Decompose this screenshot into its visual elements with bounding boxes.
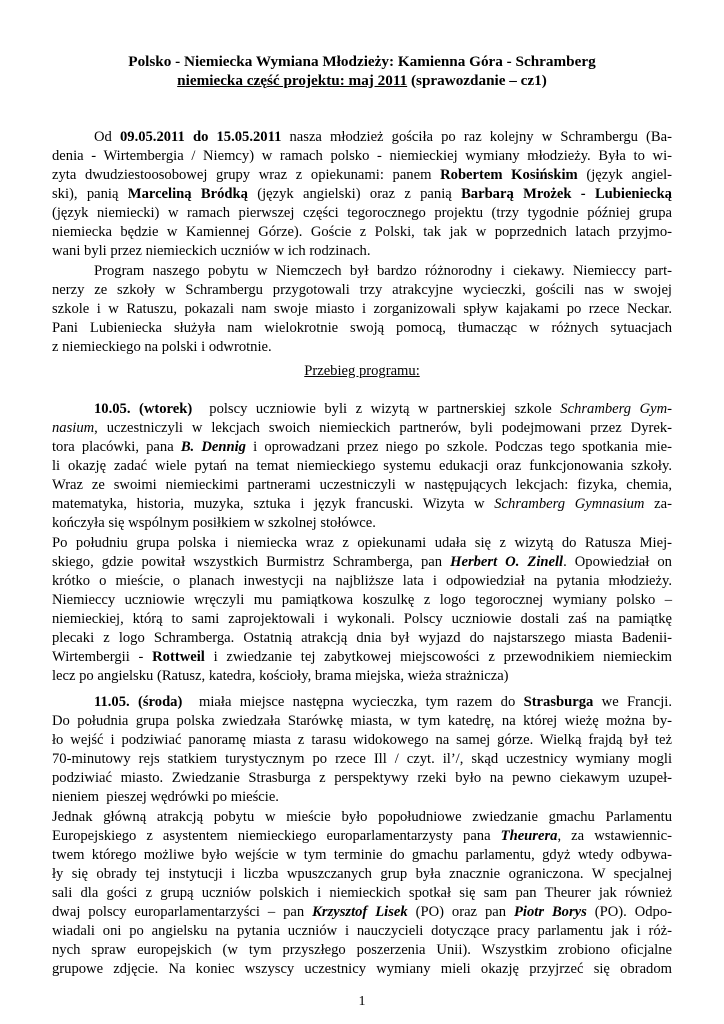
text-run: lecz po angielsku (Ratusz, katedra, kościoły, brama miejska, wieża strażnicza) [52, 668, 509, 684]
text-run: Strasburga [523, 694, 594, 710]
text-run: miała miejsce następna wycieczka, tym razem do [182, 694, 524, 710]
text-run: wani byli przez niemieckich uczniów w ich rodzinach. [52, 243, 371, 259]
text-run: Herbert O. Zinell [450, 554, 564, 570]
text-run: polscy uczniowie byli z wizytą w partnerskiej szkole [192, 401, 561, 417]
text-run: 09.05.2011 do 15.05.2011 [119, 129, 282, 145]
text-run: dwaj polscy europarlamentarzyści – pan [52, 904, 313, 920]
text-line [52, 731, 672, 750]
text-line [52, 629, 672, 648]
text-line [52, 281, 672, 300]
text-line [52, 476, 672, 495]
text-run: Krzysztof Lisek [312, 904, 408, 920]
text-run: Niemieccy uczniowie wręczyli mu pamiątkowa koszulkę z logo tegorocznej wymiany polsko – [52, 592, 672, 608]
text-line [52, 827, 672, 846]
text-run: Do południa grupa polska zwiedzała Starówkę miasta, w tym katedrę, na której wieżę można by- [52, 713, 672, 729]
section-heading: Przebieg programu: [304, 363, 420, 379]
text-run: B. Dennig [180, 439, 246, 455]
text-line [52, 884, 672, 903]
text-run: li okazję zadać wiele pytań na temat niemieckiego systemu edukacji oraz funkcjonowania szkoły. [52, 458, 672, 474]
text-run: 11.05. (środa) [94, 694, 183, 710]
text-run: Pani Lubieniecka służyła nam wielokrotnie swoją pomocą, tłumacząc w różnych sytuacjach [52, 320, 672, 336]
text-run: Rottweil [152, 649, 205, 665]
text-run: sali dla gości z grupą uczniów polskich i niemieckich spotkał się sam pan Theurer jak również [52, 885, 672, 901]
text-run: Schramberg Gym- [560, 401, 672, 417]
text-run: Schramberg Gymnasium [494, 496, 645, 512]
text-run: plecaki z logo Schramberga. Ostatnią atrakcją dnia był wyjazd do najstarszego miasta Badenii- [52, 630, 672, 646]
text-line [52, 846, 672, 865]
text-line [52, 185, 672, 204]
text-run: ło wejść i podziwiać panoramę miasta z tarasu widokowego na samej górze. Wielką frajdą był też [52, 732, 672, 748]
text-run: nieniem pieszej wędrówki po mieście. [52, 789, 279, 805]
text-run: matematyka, historia, muzyka, sztuka i język francuski. Wizyta w [52, 496, 495, 512]
text-run: denia - Wirtembergia / Niemcy) w ramach polsko - niemieckiej wymiany młodzieży. Była to wi- [52, 148, 672, 164]
text-line [52, 319, 672, 338]
text-run: ły się obrady tej instytucji i liczba wpuszczanych grup była znacznie ograniczona. W specjalnej [52, 866, 672, 882]
text-line [52, 166, 672, 185]
text-line [52, 769, 672, 788]
text-line [52, 553, 672, 572]
text-line [52, 223, 672, 242]
text-line [52, 648, 672, 667]
text-line [94, 128, 672, 147]
text-run: Od [94, 129, 120, 145]
text-run: skiego, gdzie powitał wszystkich Burmistrz Schramberga, pan [52, 554, 451, 570]
text-run: z niemieckiego na polski i odwrotnie. [52, 339, 272, 355]
text-run: niemieckiej, którą to sami zaprojektowali i wykonali. Polscy uczniowie dostali zaś na pamiątkę [52, 611, 672, 627]
text-run: . Opowiedział on [563, 554, 672, 570]
text-run: (PO) oraz pan [407, 904, 514, 920]
text-line [52, 300, 672, 319]
text-line [94, 262, 672, 281]
text-run: we Francji. [593, 694, 672, 710]
text-run: Wirtembergii - [52, 649, 153, 665]
text-run: podziwiać miasto. Zwiedzanie Strasburga z perspektywy rzeki było na pewno ciekawym uzupeł- [52, 770, 672, 786]
text-run: grupowe zdjęcie. Na koniec wszyscy uczestnicy wymiany mieli okazję przyjrzeć się obradom [52, 961, 672, 977]
text-run: (język angiel- [577, 167, 672, 183]
title-subtitle-underlined: niemiecka część projektu: maj 2011 [177, 72, 408, 89]
text-run: wiadali oni po angielsku na pytania uczniów i nauczycieli dotyczące pracy parlamentu jak i róż- [52, 923, 672, 939]
text-line [52, 922, 672, 941]
text-run: , za wstawiennic- [557, 828, 673, 844]
text-run: (język niemiecki) w ramach pierwszej części tegorocznego projektu (trzy tygodnie później grupa [52, 205, 672, 221]
text-run: , uczestniczyli w lekcjach swoich niemieckich partnerów, byli podejmowani przez Dyrek- [94, 420, 672, 436]
text-run: (język angielski) oraz z panią [247, 186, 462, 202]
text-line [52, 534, 672, 553]
text-run: Europejskiego z asystentem niemieckiego europarlamentarzysty pana [52, 828, 501, 844]
text-line [52, 242, 672, 261]
text-run: za- [644, 496, 672, 512]
text-line [52, 941, 672, 960]
title-subtitle-rest: (sprawozdanie – cz1) [407, 72, 547, 89]
title-line-2 [0, 71, 724, 90]
text-run: 70-minutowy rejs statkiem turystycznym po rzece Ill / czyt. il’/, skąd uczestnicy wymiany mogli [52, 751, 672, 767]
text-run: niemiecka będzie w Kamiennej Górze). Goście z Polski, tak jak w poprzednich latach przyjmo- [52, 224, 672, 240]
text-run: nych spraw europejskich (w tym przyszłego poszerzenia Unii). Wszystkim zrobiono oficjalne [52, 942, 672, 958]
text-line [52, 903, 672, 922]
text-line [52, 338, 672, 357]
text-line [52, 865, 672, 884]
text-run: Marceliną Bródką [127, 186, 248, 202]
text-run: krótko o mieście, o planach inwestycji na najbliższe lata i odpowiedział na pytania młodzieży. [52, 573, 672, 589]
text-line [52, 750, 672, 769]
text-run: Robertem Kosińskim [440, 167, 578, 183]
title-line-1: Polsko - Niemiecka Wymiana Młodzieży: Kamienna Góra - Schramberg [128, 53, 596, 70]
text-run: kończyła się wspólnym posiłkiem w szkolnej stołówce. [52, 515, 376, 531]
text-line [52, 712, 672, 731]
text-line [52, 572, 672, 591]
text-line [52, 960, 672, 979]
text-run: Program naszego pobytu w Niemczech był bardzo różnorodny i ciekawy. Niemieccy part- [94, 263, 672, 279]
text-line [52, 610, 672, 629]
text-line [52, 204, 672, 223]
text-line [52, 591, 672, 610]
text-line [94, 400, 672, 419]
text-run: Jednak główną atrakcją pobytu w mieście było popołudniowe zwiedzanie gmachu Parlamentu [52, 809, 672, 825]
text-line [52, 419, 672, 438]
text-line [52, 808, 672, 827]
text-line [52, 147, 672, 166]
text-run: i oprowadzani przez niego po szkole. Podczas tego spotkania mie- [245, 439, 673, 455]
text-line [52, 667, 672, 686]
text-run: Theurera [500, 828, 558, 844]
text-line [94, 693, 672, 712]
text-run: Wraz ze swoimi niemieckimi partnerami uczestniczyli w następujących lekcjach: fizyka, chemia, [52, 477, 672, 493]
text-run: i zwiedzanie tej zabytkowej miejscowości z przewodnikiem niemieckim [204, 649, 673, 665]
text-run: nerzy ze szkoły w Schrambergu przygotowali trzy atrakcyjne wycieczki, gościli nas w swojej [52, 282, 672, 298]
text-run: szkole i w Ratuszu, pokazali nam swoje miasto i zorganizowali spływ kajakami po rzece Neckar. [52, 301, 672, 317]
text-line [52, 514, 672, 533]
text-run: ski), panią [52, 186, 128, 202]
text-run: 10.05. (wtorek) [94, 401, 193, 417]
text-run: Po południu grupa polska i niemiecka wraz z opiekunami udała się z wizytą do Ratusza Miej- [52, 535, 672, 551]
text-run: nasza młodzież gościła po raz kolejny w Schrambergu (Ba- [281, 129, 672, 145]
text-run: twem którego możliwe było wejście w tym terminie do gmachu parlamentu, gdyż wtedy odbywa- [52, 847, 672, 863]
text-line [52, 788, 672, 807]
page-number: 1 [358, 994, 366, 1009]
text-line [52, 457, 672, 476]
text-run: Piotr Borys [514, 904, 587, 920]
text-run: zyta dwudziestoosobowej grupy wraz z opiekunami: panem [52, 167, 441, 183]
text-line [52, 495, 672, 514]
text-run: nasium [52, 420, 95, 436]
text-run: Barbarą Mrożek - Lubieniecką [461, 186, 672, 202]
text-run: (PO). Odpo- [586, 904, 673, 920]
text-run: tora placówki, pana [52, 439, 181, 455]
text-line [52, 438, 672, 457]
